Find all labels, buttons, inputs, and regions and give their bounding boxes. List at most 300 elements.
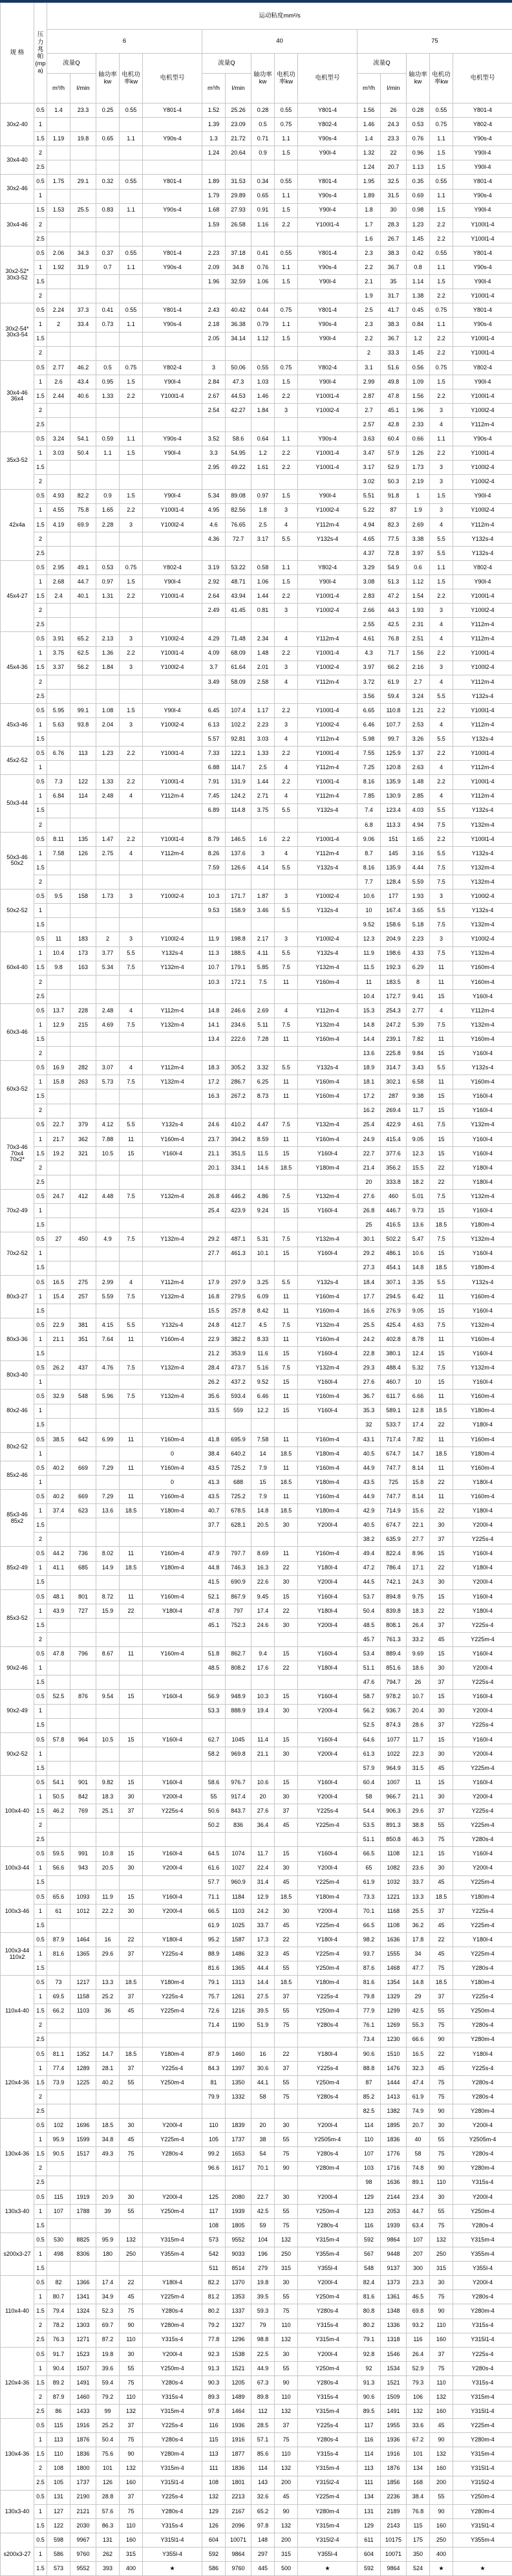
data-cell: 30 (120, 2119, 143, 2133)
data-cell: Y132m-4 (143, 1390, 202, 1404)
data-cell: 25.2 (96, 2419, 120, 2433)
data-cell: Y225s-4 (143, 2061, 202, 2075)
pressure-cell: 1.5 (34, 1575, 47, 1589)
data-cell: 7.5 (430, 1318, 453, 1332)
pressure-cell: 1 (34, 2504, 47, 2518)
data-cell (120, 2018, 143, 2033)
data-cell: 15 (120, 1732, 143, 1747)
header-row-measures (1, 54, 512, 74)
data-cell: 1.16 (251, 217, 275, 232)
data-cell: Y100l1-4 (298, 589, 357, 604)
data-cell: 11 (430, 1461, 453, 1475)
data-cell: 279.5 (226, 1289, 251, 1304)
data-cell (47, 1575, 70, 1589)
data-cell: 1788 (70, 2204, 96, 2218)
data-cell (202, 346, 226, 360)
table-row (1, 1304, 512, 1318)
data-cell: 79.1 (357, 2333, 381, 2347)
data-cell (47, 2090, 70, 2104)
data-cell (70, 1718, 96, 1732)
data-cell (251, 618, 275, 632)
data-cell: 1108 (381, 1847, 407, 1861)
data-cell: Y160l-4 (298, 1204, 357, 1218)
data-cell: 19.8 (251, 2276, 275, 2290)
data-cell (70, 1704, 96, 1718)
data-cell: 15 (430, 1775, 453, 1789)
data-cell: 0.75 (275, 118, 298, 132)
data-cell: 17.7 (357, 1289, 381, 1304)
data-cell: Y160l-4 (298, 1589, 357, 1604)
data-cell: 34.8 (96, 2133, 120, 2147)
pressure-cell: 1.5 (34, 1146, 47, 1161)
data-cell: Y200l-4 (143, 2190, 202, 2204)
data-cell: 0.75 (430, 360, 453, 375)
table-row (1, 1961, 512, 1976)
data-cell: 61.6 (202, 1861, 226, 1875)
data-cell: 0.91 (251, 203, 275, 217)
data-cell: 305.2 (226, 1061, 251, 1075)
data-cell: 5.5 (275, 532, 298, 546)
data-cell: 1332 (226, 2090, 251, 2104)
data-cell: 3 (430, 932, 453, 946)
data-cell: 132 (120, 2405, 143, 2419)
data-cell: 678.5 (226, 1504, 251, 1518)
data-cell: 37 (430, 1618, 453, 1632)
data-cell: 3.3 (202, 446, 226, 461)
data-cell: 0.8 (407, 261, 430, 275)
data-cell (120, 1175, 143, 1190)
data-cell: 0.64 (251, 432, 275, 446)
data-cell: 2.43 (202, 303, 226, 318)
table-body (1, 104, 512, 2576)
data-cell: 4.47 (251, 1118, 275, 1132)
data-cell: Y160m-4 (298, 1132, 357, 1146)
data-cell: 110 (275, 2319, 298, 2333)
data-cell: 42.5 (381, 618, 407, 632)
data-cell: 8.14 (407, 1490, 430, 1504)
data-cell: 746.3 (226, 1561, 251, 1575)
data-cell: 5.5 (430, 689, 453, 703)
pressure-cell: 1 (34, 1904, 47, 1918)
data-cell: 2.2 (275, 461, 298, 475)
data-cell (120, 1375, 143, 1390)
data-cell: Y90s-4 (453, 432, 512, 446)
data-cell (120, 860, 143, 875)
data-cell: 473.7 (226, 1361, 251, 1375)
pressure-cell: 0.5 (34, 1061, 47, 1075)
data-cell: 4.9 (96, 1232, 120, 1247)
data-cell: 1.2 (251, 446, 275, 461)
motor-model-header: 电机型号 (453, 54, 512, 104)
data-cell: 2.54 (202, 403, 226, 417)
data-cell (202, 232, 226, 246)
data-cell (202, 1218, 226, 1232)
data-cell: Y160l-4 (298, 1247, 357, 1261)
data-cell: 1045 (226, 1732, 251, 1747)
data-cell: 1.1 (96, 446, 120, 461)
data-cell: 1696 (70, 2119, 96, 2133)
data-cell (120, 1404, 143, 1418)
data-cell: 37 (430, 1533, 453, 1547)
data-cell: 1.5 (430, 146, 453, 160)
data-cell: 11.9 (202, 932, 226, 946)
table-row (1, 918, 512, 932)
data-cell: 27.6 (251, 1804, 275, 1818)
data-cell: 2.1 (357, 275, 381, 289)
data-cell: Y225s-4 (143, 1990, 202, 2004)
data-cell: 25.5 (407, 1904, 430, 1918)
data-cell: Y200l-4 (143, 1904, 202, 1918)
data-cell: 628.1 (226, 1518, 251, 1533)
data-cell (70, 1161, 96, 1175)
data-cell (47, 2218, 70, 2232)
data-cell: Y100l2-4 (453, 604, 512, 618)
table-row (1, 1661, 512, 1675)
data-cell: Y2505m-4 (453, 2133, 512, 2147)
data-cell: 1919 (70, 2190, 96, 2204)
data-cell (96, 761, 120, 775)
pressure-cell: 2.5 (34, 546, 47, 560)
data-cell (96, 860, 120, 875)
data-cell: Y100l2-4 (298, 932, 357, 946)
data-cell: 90 (430, 2033, 453, 2047)
data-cell: 20.7 (381, 160, 407, 175)
data-cell (96, 604, 120, 618)
data-cell: 30 (430, 2119, 453, 2133)
data-cell: Y100l2-4 (453, 660, 512, 675)
data-cell: 56.6 (47, 1861, 70, 1875)
data-cell: 89.08 (226, 489, 251, 503)
data-cell: 82.2 (70, 489, 96, 503)
data-cell: 8.33 (251, 1333, 275, 1347)
data-cell: 14.8 (407, 1976, 430, 1990)
data-cell: 7.5 (275, 1118, 298, 1132)
data-cell: 75 (430, 1833, 453, 1847)
data-cell: 7.91 (202, 775, 226, 789)
table-row (1, 446, 512, 461)
data-cell: Y801-4 (143, 303, 202, 318)
data-cell: 2.5 (251, 518, 275, 532)
pressure-cell: 1.5 (34, 132, 47, 146)
data-cell: 1464 (70, 1933, 96, 1947)
data-cell (47, 1675, 70, 1690)
data-cell (143, 2033, 202, 2047)
data-cell (226, 346, 251, 360)
data-cell: 58.7 (357, 1690, 381, 1704)
data-cell: 37 (430, 1904, 453, 1918)
data-cell: 1.52 (202, 104, 226, 118)
data-cell: Y250m-4 (298, 2361, 357, 2375)
data-cell: 1.23 (407, 217, 430, 232)
spec-cell: 50x2-52 (1, 890, 34, 932)
data-cell: 168 (407, 2476, 430, 2490)
data-cell: Y200l-4 (298, 2276, 357, 2290)
data-cell: 4 (430, 718, 453, 732)
data-cell: 26 (407, 1675, 430, 1690)
data-cell: Y315s-4 (143, 2518, 202, 2533)
data-cell: 0.71 (251, 132, 275, 146)
data-cell: Y225s-4 (453, 1533, 512, 1547)
data-cell: 725.2 (226, 1490, 251, 1504)
data-cell (143, 2018, 202, 2033)
data-cell: Y132s-4 (453, 532, 512, 546)
data-cell: 1.06 (251, 575, 275, 589)
data-cell: 57.1 (251, 2433, 275, 2447)
data-cell: Y100l1-4 (143, 775, 202, 789)
data-cell: 7.5 (120, 1361, 143, 1375)
data-cell (251, 1833, 275, 1847)
data-cell: 1.87 (251, 890, 275, 904)
data-cell (143, 989, 202, 1003)
pressure-cell: 0.5 (34, 2190, 47, 2204)
data-cell (47, 232, 70, 246)
data-cell: 15 (430, 1104, 453, 1118)
data-cell: 91.3 (202, 2361, 226, 2375)
data-cell: 50.4 (70, 446, 96, 461)
pressure-cell: 1 (34, 1204, 47, 1218)
data-cell: 53.3 (202, 1704, 226, 1718)
data-cell: 132 (120, 2232, 143, 2247)
data-cell: 3 (430, 503, 453, 518)
data-cell: 7.45 (202, 789, 226, 803)
data-cell: 110 (202, 2119, 226, 2133)
data-cell: 1.54 (407, 589, 430, 604)
data-cell: 30 (120, 1904, 143, 1918)
pressure-cell: 1.5 (34, 1804, 47, 1818)
data-cell: Y100l2-4 (143, 518, 202, 532)
data-cell: 0.75 (430, 303, 453, 318)
data-cell: Y180l-4 (453, 1175, 512, 1190)
data-cell (96, 618, 120, 632)
data-cell: 5.5 (430, 732, 453, 747)
data-cell (47, 1347, 70, 1361)
data-cell (120, 2090, 143, 2104)
data-cell (143, 2176, 202, 2190)
data-cell: 2.77 (407, 1003, 430, 1018)
table-row (1, 1504, 512, 1518)
data-cell (275, 1261, 298, 1275)
data-cell: 24.2 (251, 1904, 275, 1918)
data-cell (96, 403, 120, 417)
data-cell: 11.6 (251, 1347, 275, 1361)
data-cell: 43.94 (226, 589, 251, 604)
data-cell (70, 2262, 96, 2276)
data-cell: 1.39 (202, 118, 226, 132)
data-cell: Y132m-4 (453, 818, 512, 832)
pressure-cell: 0.5 (34, 2232, 47, 2247)
spec-cell: 45x4-36 (1, 632, 34, 703)
data-cell: 18.5 (120, 2047, 143, 2061)
data-cell: 267.2 (226, 1089, 251, 1104)
pressure-cell: 2 (34, 217, 47, 232)
pressure-cell: 1 (34, 503, 47, 518)
data-cell: 12.8 (407, 1404, 430, 1418)
data-cell: 7.58 (251, 1432, 275, 1446)
data-cell: 6.25 (251, 1075, 275, 1089)
data-cell: Y112m-4 (298, 789, 357, 803)
data-cell (70, 275, 96, 289)
data-cell: 75 (275, 2304, 298, 2319)
table-row (1, 932, 512, 946)
data-cell: 356.2 (381, 1161, 407, 1175)
data-cell: 42.9 (357, 1504, 381, 1518)
data-cell: 16.9 (47, 1061, 70, 1075)
data-cell: 22 (430, 1561, 453, 1575)
data-cell (251, 918, 275, 932)
data-cell (96, 818, 120, 832)
data-cell (96, 1618, 120, 1632)
data-cell: 1353 (226, 2290, 251, 2304)
data-cell: 1.56 (407, 389, 430, 403)
data-cell: 13.3 (407, 1890, 430, 1904)
data-cell: 38.4 (202, 1446, 226, 1461)
data-cell: 5.59 (407, 875, 430, 890)
data-cell: 4.5 (251, 1318, 275, 1332)
data-cell: Y100l1-4 (453, 775, 512, 789)
data-cell: 5.39 (407, 1018, 430, 1032)
table-row (1, 1547, 512, 1561)
data-cell: 11 (120, 1589, 143, 1604)
data-cell: Y100l1-4 (298, 832, 357, 846)
data-cell: Y225s-4 (453, 2347, 512, 2361)
data-cell: 20 (251, 2119, 275, 2133)
data-cell (70, 803, 96, 818)
data-cell: 37 (275, 1990, 298, 2004)
data-cell: 7.5 (275, 1232, 298, 1247)
data-cell: 14.4 (357, 1032, 381, 1047)
table-row (1, 1918, 512, 1932)
pressure-cell: 2 (34, 346, 47, 360)
data-cell: 20.4 (407, 1704, 430, 1718)
data-cell: 502.2 (381, 1232, 407, 1247)
data-cell: Y200l-4 (453, 1575, 512, 1589)
data-cell: 15 (251, 1476, 275, 1490)
data-cell: 62.7 (202, 1732, 226, 1747)
data-cell (143, 1961, 202, 1976)
data-cell: Y160l-4 (143, 1775, 202, 1789)
data-cell: Y160l-4 (298, 1690, 357, 1704)
data-cell (143, 1304, 202, 1318)
data-cell: 2.64 (202, 589, 226, 604)
data-cell: 287 (381, 1089, 407, 1104)
data-cell: 12.3 (357, 932, 381, 946)
data-cell: 11 (120, 1432, 143, 1446)
data-cell: Y200l-4 (453, 1790, 512, 1804)
data-cell: 1337 (226, 2304, 251, 2319)
data-cell: 1.23 (96, 747, 120, 761)
data-cell: 9.45 (251, 1589, 275, 1604)
data-cell: 98 (357, 2176, 381, 2190)
data-cell: Y132m-4 (143, 1289, 202, 1304)
data-cell: Y160m-4 (143, 1132, 202, 1146)
data-cell: 52.3 (96, 2304, 120, 2319)
data-cell: 4 (430, 675, 453, 689)
spec-cell: s200x3-27 (1, 2533, 34, 2575)
data-cell: 167.4 (381, 904, 407, 918)
data-cell: 6.29 (407, 961, 430, 975)
data-cell: 2.18 (202, 318, 226, 332)
data-cell: 75 (430, 1961, 453, 1976)
spec-cell: 80x2-52 (1, 1432, 34, 1461)
data-cell: 20.64 (226, 146, 251, 160)
data-cell: 14.9 (96, 1561, 120, 1575)
data-cell: 16.3 (251, 1561, 275, 1575)
data-cell: 89.3 (202, 2390, 226, 2405)
data-cell (70, 118, 96, 132)
data-cell: 1.73 (96, 890, 120, 904)
table-row (1, 217, 512, 232)
data-cell: 1.93 (407, 890, 430, 904)
data-cell: 38.3 (381, 246, 407, 260)
data-cell: 461.3 (226, 1247, 251, 1261)
data-cell: 22 (120, 1933, 143, 1947)
data-cell: 99.2 (202, 2147, 226, 2161)
data-cell (143, 2161, 202, 2176)
data-cell: 107.4 (226, 703, 251, 717)
data-cell: 163 (70, 961, 96, 975)
data-cell (70, 1875, 96, 1890)
data-cell (275, 1533, 298, 1547)
data-cell: 1.5 (120, 575, 143, 589)
data-cell: 382.2 (226, 1333, 251, 1347)
data-cell: 30 (275, 1704, 298, 1718)
data-cell: 98.8 (251, 2333, 275, 2347)
data-cell: 2.2 (430, 389, 453, 403)
data-cell: 559 (226, 1404, 251, 1418)
data-cell: 3.72 (357, 675, 381, 689)
data-cell: 99.7 (381, 732, 407, 747)
motor-model-header: 电机型号 (143, 54, 202, 104)
data-cell: 21.72 (226, 132, 251, 146)
pressure-cell: 2.5 (34, 618, 47, 632)
data-cell: 26.8 (357, 1204, 381, 1218)
data-cell: 30 (275, 2190, 298, 2204)
data-cell: Y250m-4 (143, 2204, 202, 2218)
data-cell: Y90l-4 (298, 203, 357, 217)
data-cell: 11 (120, 1647, 143, 1661)
data-cell: Y355l-4 (298, 2262, 357, 2276)
data-cell (226, 1218, 251, 1232)
data-cell: 7.5 (430, 818, 453, 832)
data-cell: Y160m-4 (298, 1075, 357, 1089)
data-cell (47, 532, 70, 546)
data-cell: 32 (357, 1418, 381, 1432)
data-cell: 207 (407, 2247, 430, 2262)
data-cell (202, 1718, 226, 1732)
data-cell: 2.3 (357, 318, 381, 332)
data-cell: 28.8 (96, 2490, 120, 2504)
data-cell: Y200l-4 (298, 1575, 357, 1589)
data-cell (96, 1818, 120, 1833)
data-cell: Y132m-4 (453, 875, 512, 890)
data-cell: Y225s-4 (298, 2061, 357, 2075)
data-cell: 27.6 (357, 1375, 381, 1390)
data-cell: 55 (275, 2004, 298, 2018)
table-row (1, 846, 512, 860)
data-cell: 45 (120, 2290, 143, 2304)
data-cell (47, 918, 70, 932)
data-cell: 30 (275, 1575, 298, 1589)
data-cell: 179.1 (226, 961, 251, 975)
data-cell: 40.2 (47, 1490, 70, 1504)
data-cell: 2121 (70, 2504, 96, 2518)
data-cell: 1836 (226, 2461, 251, 2476)
data-cell (47, 2161, 70, 2176)
data-cell: Y180l-4 (453, 1604, 512, 1618)
data-cell: 11 (120, 1490, 143, 1504)
data-cell: Y180m-4 (453, 1261, 512, 1275)
pressure-cell: 2 (34, 818, 47, 832)
